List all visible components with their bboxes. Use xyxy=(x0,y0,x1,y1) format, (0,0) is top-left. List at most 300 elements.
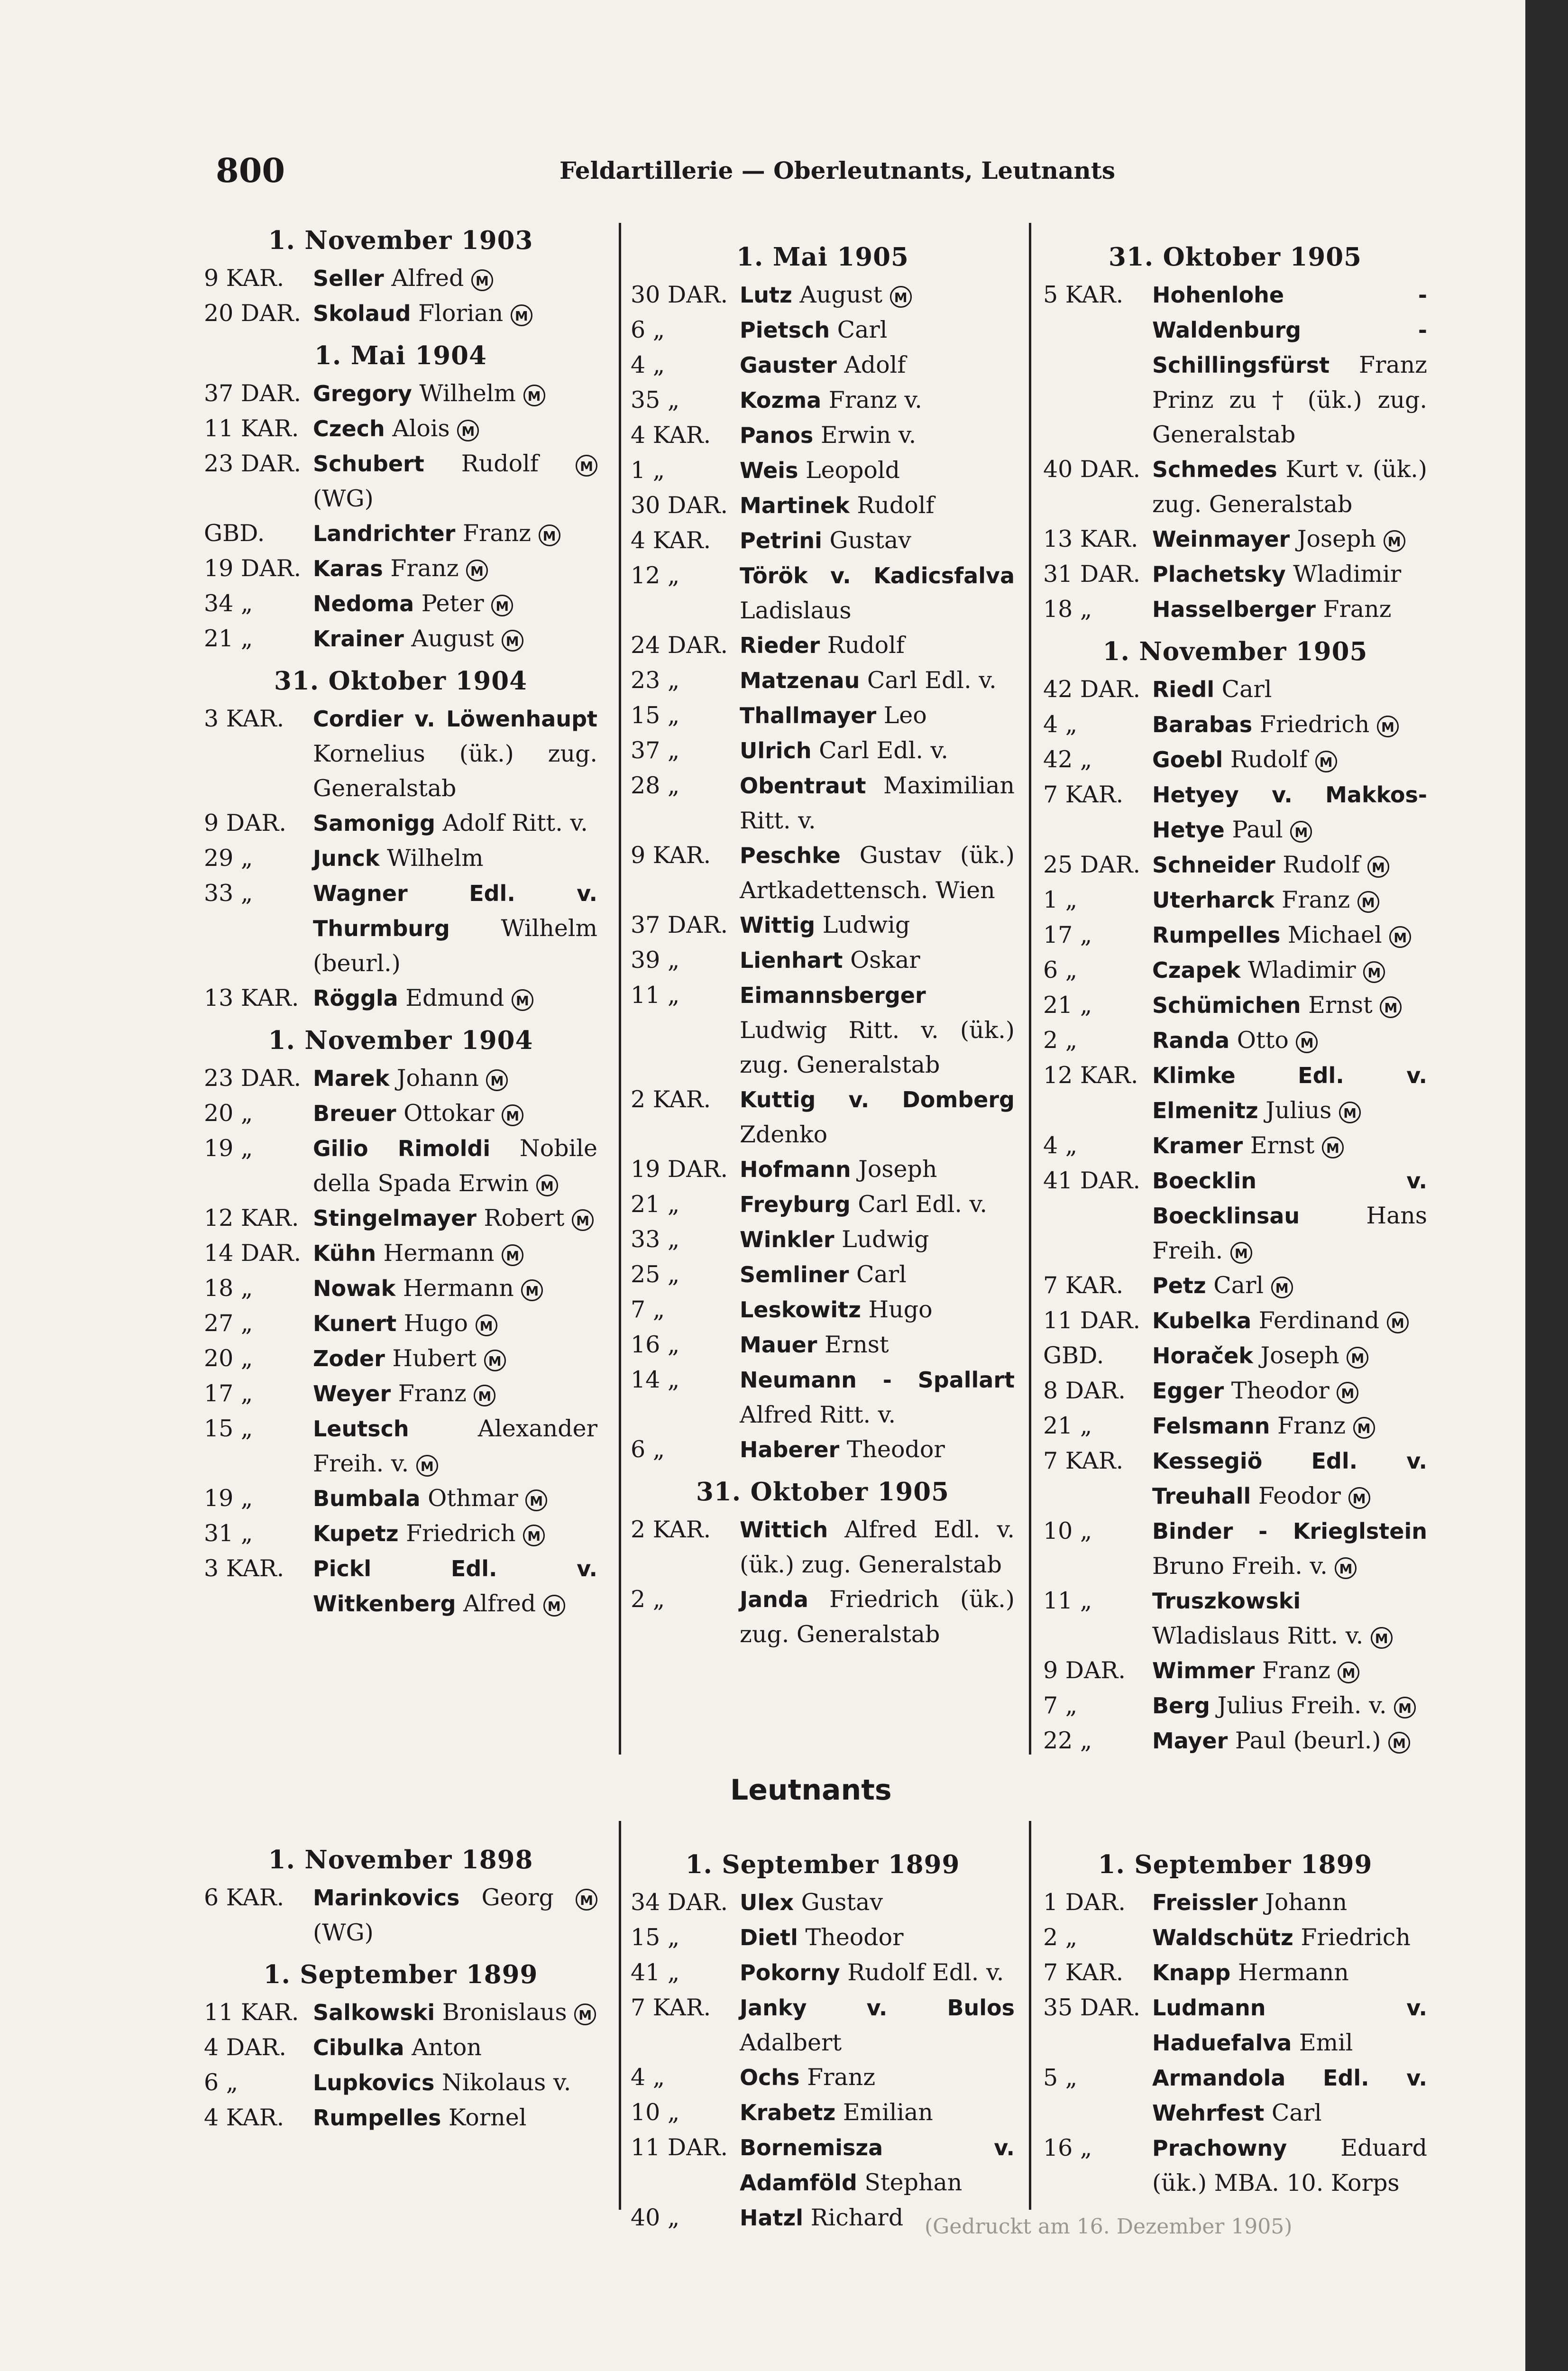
officer-name xyxy=(313,1306,597,1341)
given-name: Ottokar xyxy=(403,1100,495,1127)
officer-name xyxy=(740,558,1015,628)
roster-entry xyxy=(204,1341,597,1376)
given-name: Adolf Ritt. v. xyxy=(442,809,588,836)
roster-entry xyxy=(204,1061,597,1096)
medal-icon: M xyxy=(1296,1031,1318,1053)
given-name: Alfred xyxy=(463,1590,536,1617)
given-name: Wilhelm xyxy=(419,380,516,407)
lower-column-1 xyxy=(204,1835,597,2135)
regiment-number: 9 DAR. xyxy=(204,809,286,836)
regiment-number: 10 „ xyxy=(631,2099,680,2126)
regiment-number: 6 „ xyxy=(1043,956,1078,983)
regiment-number: 35 „ xyxy=(631,386,680,414)
given-name: Johann xyxy=(396,1065,479,1092)
given-name: Theodor xyxy=(846,1436,945,1463)
given-name: Gustav xyxy=(801,1889,883,1916)
roster-entry xyxy=(1043,1583,1427,1653)
roster-entry xyxy=(204,1551,597,1621)
section-date-heading: 1. Mai 1905 xyxy=(736,242,909,272)
medal-icon: M xyxy=(1339,1102,1361,1123)
officer-name xyxy=(740,698,1015,733)
surname: Weis xyxy=(740,458,798,483)
surname: Schümichen xyxy=(1152,993,1301,1018)
regiment-number: 4 „ xyxy=(631,351,665,378)
surname: Armandola Edl. v. Wehrfest xyxy=(1152,2065,1427,2126)
officer-name xyxy=(1152,2060,1427,2131)
officer-name xyxy=(1152,1338,1427,1373)
roster-entry xyxy=(1043,1920,1427,1955)
roster-entry xyxy=(204,2065,597,2100)
roster-entry xyxy=(204,701,597,806)
given-name: Leo xyxy=(883,702,927,729)
surname: Skolaud xyxy=(313,301,411,326)
given-name: Feodor xyxy=(1258,1482,1341,1509)
roster-entry xyxy=(1043,1408,1427,1443)
surname: Wimmer xyxy=(1152,1658,1255,1683)
officer-name xyxy=(313,1551,597,1621)
given-name: Ferdinand xyxy=(1258,1307,1380,1334)
roster-entry xyxy=(631,1152,1015,1187)
surname: Rieder xyxy=(740,633,820,658)
surname: Salkowski xyxy=(313,2000,435,2025)
surname: Uterharck xyxy=(1152,887,1275,913)
roster-entry xyxy=(631,383,1015,418)
regiment-number: 8 DAR. xyxy=(1043,1377,1126,1404)
given-name: Rudolf xyxy=(1283,851,1360,878)
given-name: Joseph xyxy=(858,1156,937,1183)
scan-edge-right xyxy=(1525,0,1568,2371)
surname: Kühn xyxy=(313,1241,376,1266)
surname: Wittig xyxy=(740,912,816,938)
medal-icon: M xyxy=(1353,1417,1375,1439)
surname: Wagner Edl. v. Thurmburg xyxy=(313,881,597,941)
given-name: Rudolf xyxy=(461,450,539,477)
running-head: Feldartillerie — Oberleutnants, Leutnants xyxy=(559,156,1115,184)
roster-entry xyxy=(631,523,1015,558)
surname: Lutz xyxy=(740,282,792,308)
medal-icon: M xyxy=(1290,821,1312,843)
roster-entry xyxy=(631,1362,1015,1432)
roster-entry xyxy=(204,296,597,331)
officer-name xyxy=(740,277,1015,312)
regiment-number: 14 „ xyxy=(631,1366,680,1393)
officer-name xyxy=(313,586,597,621)
upper-column-3 xyxy=(1043,232,1427,1758)
surname: Horaček xyxy=(1152,1343,1253,1369)
regiment-number: 2 „ xyxy=(1043,1924,1078,1951)
section-date-heading: 31. Oktober 1904 xyxy=(274,666,528,696)
regiment-number: 6 „ xyxy=(204,2069,238,2096)
medal-icon: M xyxy=(476,1314,497,1336)
given-name: Bruno Freih. v. xyxy=(1152,1553,1328,1580)
roster-entry xyxy=(631,1955,1015,1990)
roster-entry xyxy=(204,586,597,621)
surname: Czapek xyxy=(1152,957,1241,983)
roster-entry xyxy=(204,1995,597,2030)
officer-name xyxy=(740,733,1015,768)
officer-name xyxy=(740,418,1015,453)
roster-entry xyxy=(1043,1514,1427,1583)
roster-entry xyxy=(204,1131,597,1201)
roster-entry xyxy=(631,558,1015,628)
given-name: Ludwig xyxy=(842,1226,929,1253)
officer-name xyxy=(1152,1723,1427,1758)
surname: Seller xyxy=(313,266,384,291)
officer-name xyxy=(740,488,1015,523)
given-name: Carl Edl. v. xyxy=(867,667,997,694)
regiment-number: 7 KAR. xyxy=(1043,1447,1124,1474)
medal-icon: M xyxy=(486,1069,508,1091)
roster-entry xyxy=(204,1201,597,1236)
roster-entry xyxy=(1043,882,1427,918)
officer-name xyxy=(740,1582,1015,1652)
roster-entry xyxy=(1043,1688,1427,1723)
surname: Hasselberger xyxy=(1152,597,1316,622)
surname: Kubelka xyxy=(1152,1308,1252,1333)
surname: Kunert xyxy=(313,1311,397,1336)
officer-name xyxy=(313,261,597,296)
roster-entry xyxy=(1043,988,1427,1023)
surname: Goebl xyxy=(1152,747,1223,772)
regiment-number: 27 „ xyxy=(204,1310,253,1337)
regiment-number: GBD. xyxy=(204,520,265,547)
regiment-number: 11 DAR. xyxy=(631,2134,728,2161)
surname: Krainer xyxy=(313,626,404,652)
surname: Stingelmayer xyxy=(313,1205,477,1231)
regiment-number: 7 „ xyxy=(1043,1692,1078,1719)
surname: Rumpelles xyxy=(1152,922,1281,948)
medal-icon: M xyxy=(1315,751,1337,772)
surname: Klimke Edl. v. Elmenitz xyxy=(1152,1063,1427,1123)
given-name: Carl xyxy=(1271,2099,1322,2126)
given-name: Alfred Ritt. v. xyxy=(740,1401,896,1428)
surname: Freissler xyxy=(1152,1890,1258,1915)
given-name: Wladimir xyxy=(1247,956,1356,983)
regiment-number: 15 „ xyxy=(631,1924,680,1951)
medal-icon: M xyxy=(416,1455,438,1477)
regiment-number: 15 „ xyxy=(631,702,680,729)
given-name: Carl xyxy=(837,316,888,343)
surname: Obentraut xyxy=(740,773,866,799)
officer-name xyxy=(740,663,1015,698)
regiment-number: 5 „ xyxy=(1043,2064,1078,2091)
officer-name xyxy=(1152,953,1427,988)
roster-entry xyxy=(631,1187,1015,1222)
given-name: Kornelius (ük.) zug. Generalstab xyxy=(313,740,597,802)
surname: Petrini xyxy=(740,528,822,553)
name-note: (WG) xyxy=(313,485,374,512)
regiment-number: 3 KAR. xyxy=(204,1555,284,1582)
surname: Schmedes xyxy=(1152,457,1277,482)
regiment-number: 33 „ xyxy=(631,1226,680,1253)
regiment-number: 13 KAR. xyxy=(1043,525,1138,552)
given-name: Franz xyxy=(398,1380,467,1407)
given-name: Leopold xyxy=(806,457,900,484)
surname: Panos xyxy=(740,423,814,448)
surname: Knapp xyxy=(1152,1960,1231,1985)
medal-icon: M xyxy=(491,595,513,616)
roster-entry xyxy=(204,261,597,296)
medal-icon: M xyxy=(511,304,532,326)
given-name: Ernst xyxy=(825,1331,889,1358)
officer-name xyxy=(1152,522,1427,557)
given-name: Kornel xyxy=(448,2104,527,2131)
given-name: Friedrich (ük.) zug. Generalstab xyxy=(740,1586,1015,1648)
roster-entry xyxy=(1043,1128,1427,1163)
regiment-number: 1 „ xyxy=(631,457,665,484)
given-name: Ladislaus xyxy=(740,597,852,624)
column-rule xyxy=(1029,223,1031,1755)
officer-name xyxy=(313,701,597,806)
roster-entry xyxy=(204,1880,597,1950)
regiment-number: 1 DAR. xyxy=(1043,1889,1126,1916)
regiment-number: 9 KAR. xyxy=(204,265,284,292)
regiment-number: 41 „ xyxy=(631,1959,680,1986)
officer-name xyxy=(1152,1058,1427,1128)
roster-entry xyxy=(1043,847,1427,882)
given-name: Kurt v. (ük.) zug. Generalstab xyxy=(1152,456,1428,518)
regiment-number: 7 KAR. xyxy=(1043,1959,1124,1986)
roster-entry xyxy=(204,1481,597,1516)
surname: Pickl Edl. v. Witkenberg xyxy=(313,1556,597,1617)
officer-name xyxy=(313,446,597,516)
regiment-number: 7 KAR. xyxy=(631,1994,711,2021)
surname: Ulex xyxy=(740,1890,794,1915)
given-name: Rudolf Edl. v. xyxy=(847,1959,1004,1986)
regiment-number: 7 „ xyxy=(631,1296,665,1323)
surname: Hohenlohe - Waldenburg - Schillingsfürst xyxy=(1152,282,1427,378)
given-name: Emil xyxy=(1299,2029,1353,2056)
regiment-number: 29 „ xyxy=(204,845,253,872)
given-name: Alois xyxy=(392,415,450,442)
given-name: Maximilian Ritt. v. xyxy=(740,772,1015,834)
given-name: Franz v. xyxy=(828,386,922,414)
column-rule xyxy=(1029,1821,1031,2210)
regiment-number: 6 „ xyxy=(631,316,665,343)
given-name: Otto xyxy=(1237,1027,1289,1054)
roster-entry xyxy=(631,908,1015,943)
given-name: Nikolaus v. xyxy=(441,2069,571,2096)
given-name: Hermann xyxy=(1238,1959,1349,1986)
given-name: Franz Prinz zu † (ük.) zug. Generalstab xyxy=(1152,351,1427,448)
surname: Neumann - Spallart xyxy=(740,1367,1015,1393)
regiment-number: 25 „ xyxy=(631,1261,680,1288)
officer-name xyxy=(313,621,597,656)
surname: Haberer xyxy=(740,1437,840,1462)
officer-name xyxy=(313,1481,597,1516)
surname: Schubert xyxy=(313,451,424,477)
regiment-number: 18 „ xyxy=(204,1275,253,1302)
officer-name xyxy=(313,2030,597,2065)
given-name: Hermann xyxy=(383,1240,495,1267)
roster-entry xyxy=(204,1411,597,1481)
given-name: Gustav xyxy=(829,527,911,554)
surname: Janda xyxy=(740,1587,808,1612)
regiment-number: 11 DAR. xyxy=(1043,1307,1141,1334)
regiment-number: 15 „ xyxy=(204,1415,253,1442)
officer-name xyxy=(1152,592,1427,627)
given-name: Oskar xyxy=(850,947,920,974)
given-name: Zdenko xyxy=(740,1121,828,1148)
roster-entry xyxy=(631,838,1015,908)
roster-entry xyxy=(204,1271,597,1306)
section-date-heading: 1. September 1899 xyxy=(263,1960,538,1989)
regiment-number: 2 „ xyxy=(631,1586,665,1613)
surname: Janky v. Bulos xyxy=(740,1995,1015,2021)
section-date-heading: 1. Mai 1904 xyxy=(314,341,487,370)
given-name: Ernst xyxy=(1308,992,1373,1019)
given-name: Franz xyxy=(807,2064,876,2091)
roster-entry xyxy=(204,1306,597,1341)
roster-entry xyxy=(631,698,1015,733)
officer-name xyxy=(1152,1514,1427,1583)
given-name: Friedrich xyxy=(1301,1924,1411,1951)
regiment-number: 11 „ xyxy=(631,982,680,1009)
surname: Leskowitz xyxy=(740,1297,861,1323)
surname: Binder - Krieglstein xyxy=(1152,1518,1427,1544)
surname: Egger xyxy=(1152,1378,1224,1404)
roster-entry xyxy=(631,2130,1015,2200)
officer-name xyxy=(740,1885,1015,1920)
section-date-heading: 1. September 1899 xyxy=(1098,1850,1373,1879)
regiment-number: 1 „ xyxy=(1043,886,1078,913)
given-name: Paul (beurl.) xyxy=(1235,1727,1381,1754)
officer-name xyxy=(313,1411,597,1481)
regiment-number: 23 „ xyxy=(631,667,680,694)
regiment-number: GBD. xyxy=(1043,1342,1104,1369)
roster-entry xyxy=(204,981,597,1016)
roster-entry xyxy=(631,2095,1015,2130)
officer-name xyxy=(740,1920,1015,1955)
surname: Hetyey v. Makkos-Hetye xyxy=(1152,782,1427,843)
regiment-number: 6 „ xyxy=(631,1436,665,1463)
officer-name xyxy=(313,1516,597,1551)
roster-entry xyxy=(1043,1885,1427,1920)
surname: Semliner xyxy=(740,1262,849,1287)
officer-name xyxy=(1152,1653,1427,1688)
surname: Rumpelles xyxy=(313,2105,441,2131)
roster-entry xyxy=(631,978,1015,1082)
given-name: Carl Edl. v. xyxy=(819,737,948,764)
surname: Nowak xyxy=(313,1276,396,1301)
print-date-note: (Gedruckt am 16. Dezember 1905) xyxy=(925,2215,1293,2239)
surname: Junck xyxy=(313,845,380,871)
roster-entry xyxy=(1043,592,1427,627)
surname: Cibulka xyxy=(313,2035,404,2060)
given-name: Wilhelm (beurl.) xyxy=(313,915,597,977)
surname: Randa xyxy=(1152,1028,1230,1053)
officer-name xyxy=(313,551,597,586)
roster-entry xyxy=(631,2060,1015,2095)
officer-name xyxy=(740,1152,1015,1187)
section-date-heading: 1. November 1903 xyxy=(268,226,533,255)
officer-name xyxy=(313,411,597,446)
given-name: August xyxy=(411,625,495,652)
regiment-number: 39 „ xyxy=(631,947,680,974)
officer-name xyxy=(1152,1163,1427,1268)
officer-name xyxy=(1152,1023,1427,1058)
officer-name xyxy=(313,1131,597,1201)
surname: Pokorny xyxy=(740,1960,840,1985)
surname: Ulrich xyxy=(740,738,812,763)
roster-entry xyxy=(1043,2060,1427,2131)
given-name: Hans Freih. xyxy=(1152,1202,1427,1264)
regiment-number: 40 „ xyxy=(631,2204,680,2231)
surname: Gauster xyxy=(740,352,837,378)
given-name: August xyxy=(799,281,883,308)
roster-entry xyxy=(1043,777,1427,847)
regiment-number: 40 DAR. xyxy=(1043,456,1141,483)
regiment-number: 42 „ xyxy=(1043,746,1092,773)
medal-icon: M xyxy=(1357,891,1379,913)
section-date-heading: 1. November 1898 xyxy=(268,1845,533,1875)
surname: Hofmann xyxy=(740,1157,851,1182)
roster-entry xyxy=(204,1516,597,1551)
medal-icon: M xyxy=(576,455,597,477)
regiment-number: 20 DAR. xyxy=(204,300,302,327)
roster-entry xyxy=(204,551,597,586)
officer-name xyxy=(1152,1885,1427,1920)
section-date-heading: 31. Oktober 1905 xyxy=(1108,242,1362,272)
officer-name xyxy=(740,838,1015,908)
medal-icon: M xyxy=(474,1385,495,1406)
officer-name xyxy=(313,1341,597,1376)
regiment-number: 5 KAR. xyxy=(1043,281,1124,308)
given-name: Paul xyxy=(1232,816,1283,843)
regiment-number: 34 „ xyxy=(204,590,253,617)
regiment-number: 14 DAR. xyxy=(204,1240,302,1267)
officer-name xyxy=(1152,777,1427,847)
name-note: (WG) xyxy=(313,1919,374,1946)
officer-name xyxy=(740,453,1015,488)
given-name: Bronislaus xyxy=(442,1999,567,2026)
roster-entry xyxy=(1043,918,1427,953)
surname: Boecklin v. Boecklinsau xyxy=(1152,1168,1427,1229)
column-rule xyxy=(619,223,621,1755)
regiment-number: 4 KAR. xyxy=(631,422,711,449)
surname: Cordier v. Löwenhaupt xyxy=(313,706,597,732)
given-name: Friedrich xyxy=(406,1520,516,1547)
surname: Kessegiö Edl. v. Treuhall xyxy=(1152,1448,1427,1509)
regiment-number: 33 „ xyxy=(204,880,253,907)
roster-entry xyxy=(1043,1443,1427,1514)
given-name: Erwin v. xyxy=(820,422,917,449)
given-name: Theodor xyxy=(1231,1377,1330,1404)
roster-entry xyxy=(631,1990,1015,2060)
regiment-number: 10 „ xyxy=(1043,1517,1092,1544)
regiment-number: 16 „ xyxy=(631,1331,680,1358)
given-name: Florian xyxy=(418,300,504,327)
regiment-number: 21 „ xyxy=(631,1191,680,1218)
regiment-number: 11 „ xyxy=(1043,1587,1092,1614)
regiment-number: 41 DAR. xyxy=(1043,1167,1141,1194)
officer-name xyxy=(740,2130,1015,2200)
officer-name xyxy=(1152,452,1427,522)
surname: Marek xyxy=(313,1066,390,1091)
given-name: Peter xyxy=(421,590,484,617)
surname: Mayer xyxy=(1152,1728,1228,1754)
medal-icon: M xyxy=(1389,926,1411,948)
regiment-number: 16 „ xyxy=(1043,2134,1092,2161)
given-name: Stephan xyxy=(864,2169,963,2196)
regiment-number: 20 „ xyxy=(204,1100,253,1127)
surname: Gregory xyxy=(313,381,412,406)
given-name: Adolf xyxy=(844,351,906,378)
roster-entry xyxy=(204,2100,597,2135)
officer-name xyxy=(740,1512,1015,1582)
surname: Barabas xyxy=(1152,712,1253,737)
medal-icon: M xyxy=(539,524,560,546)
